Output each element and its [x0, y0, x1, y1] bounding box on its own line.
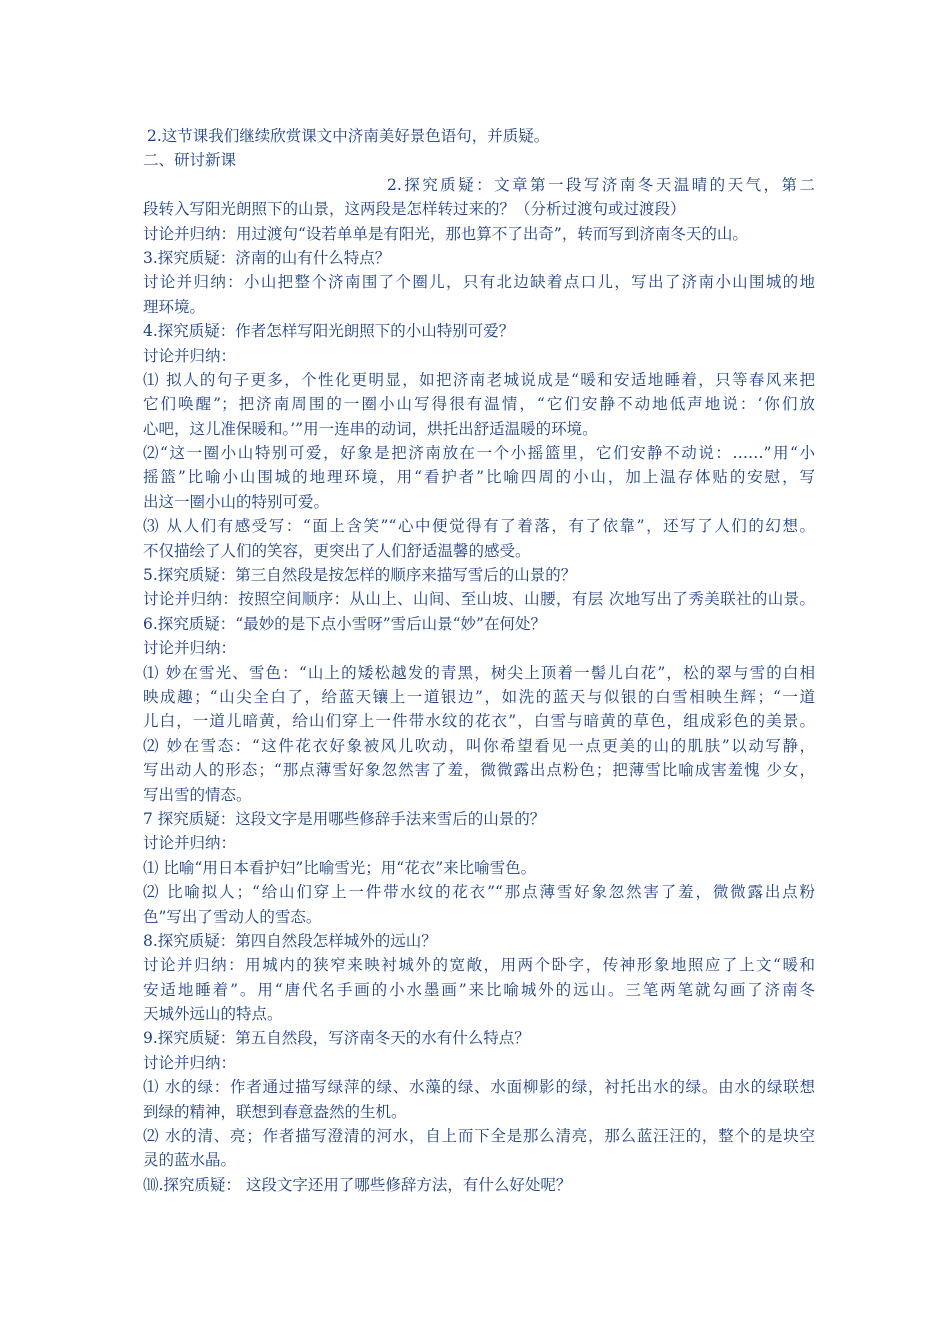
text-line: 讨论并归纳：按照空间顺序：从山上、山间、至山坡、山腰，有层 次地写出了秀美联社的山景。: [143, 590, 815, 609]
text-line: 讨论并归纳：: [143, 639, 237, 658]
text-line: 映成趣；“山尖全白了，给蓝天镶上一道银边”，如洗的蓝天与似银的白雪相映生辉；“一道: [143, 687, 815, 706]
text-line: 讨论并归纳：小山把整个济南围了个圈儿，只有北边缺着点口儿，写出了济南小山围城的地: [143, 273, 815, 292]
text-line: 讨论并归纳：用城内的狭窄来映衬城外的宽敞，用两个卧字，传神形象地照应了上文“暖和: [143, 956, 815, 975]
text-line: 写出动人的形态；“那点薄雪好象忽然害了羞，微微露出点粉色；把薄雪比喻成害羞愧 少女，: [143, 761, 815, 780]
text-line: 理环境。: [143, 297, 206, 316]
text-line: 天城外远山的特点。: [143, 1005, 283, 1024]
document-body: [143, 124, 815, 1197]
text-line: 摇篮”比喻小山围城的地理环境，用“看护者”比喻四周的小山，加上温存体贴的安慰，写: [143, 468, 815, 487]
text-line: 段转入写阳光朗照下的山景，这两段是怎样转过来的？（分析过渡句或过渡段）: [143, 200, 686, 219]
text-line: 写出雪的情态。: [143, 785, 252, 804]
text-line: 8.探究质疑：第四自然段怎样城外的远山？: [143, 931, 437, 950]
text-line: 2.这节课我们继续欣赏课文中济南美好景色语句，并质疑。: [147, 127, 550, 145]
text-line: 7 探究质疑：这段文字是用哪些修辞手法来雪后的山景的？: [143, 809, 546, 828]
text-line: 出这一圈小山的特别可爱。: [143, 492, 330, 511]
text-line: 2.探究质疑：文章第一段写济南冬天温晴的天气，第二: [387, 175, 815, 194]
text-line: ⑴ 拟人的句子更多，个性化更明显，如把济南老城说成是“暖和安适地睡着，只等春风来把: [143, 370, 815, 389]
text-line: 到绿的精神，联想到春意盎然的生机。: [143, 1102, 407, 1121]
text-line: 3.探究质疑：济南的山有什么特点？: [143, 248, 391, 267]
text-line: ⑵“这一圈小山特别可爱，好象是把济南放在一个小摇篮里，它们安静不动说：……”用“小: [143, 444, 815, 463]
text-line: 安适地睡着”。用“唐代名手画的小水墨画”来比喻城外的远山。三笔两笔就勾画了济南冬: [143, 980, 815, 999]
text-line: ⑴ 妙在雪光、雪色：“山上的矮松越发的青黑，树尖上顶着一髻儿白花”，松的翠与雪的白相: [143, 663, 815, 682]
text-line: 灵的蓝水晶。: [143, 1151, 237, 1170]
text-line: 色”写出了雪动人的雪态。: [143, 907, 322, 926]
text-line: 讨论并归纳：用过渡句“设若单单是有阳光，那也算不了出奇”，转而写到济南冬天的山。: [143, 224, 748, 243]
text-line: ⑵ 妙在雪态：“这件花衣好象被风儿吹动，叫你希望看见一点更美的山的肌肤”以动写静，: [143, 736, 815, 755]
text-line: 讨论并归纳：: [143, 1053, 237, 1072]
text-line: 讨论并归纳：: [143, 346, 237, 365]
text-line: 心吧，这儿准保暖和。’”用一连串的动词，烘托出舒适温暖的环境。: [143, 419, 598, 438]
text-line: 9.探究质疑：第五自然段，写济南冬天的水有什么特点？: [143, 1029, 530, 1048]
text-line: ⑵ 比喻拟人；“给山们穿上一件带水纹的花衣”“那点薄雪好象忽然害了羞，微微露出点粉: [143, 883, 815, 902]
text-line: 讨论并归纳：: [143, 834, 237, 853]
section-heading: 二、研讨新课: [143, 151, 237, 170]
text-line: 5.探究质疑：第三自然段是按怎样的顺序来描写雪后的山景的？: [143, 566, 577, 585]
text-line: ⑵ 水的清、亮；作者描写澄清的河水，自上而下全是那么清亮，那么蓝汪汪的，整个的是块空: [143, 1127, 815, 1146]
text-line: 不仅描绘了人们的笑容，更突出了人们舒适温馨的感受。: [143, 541, 531, 560]
text-line: 它们唤醒”；把济南周围的一圈小山写得很有温情，“它们安静不动地低声地说：‘你们放: [143, 395, 815, 414]
text-line: ⑽.探究质疑： 这段文字还用了哪些修辞方法，有什么好处呢？: [143, 1175, 572, 1194]
text-line: 儿白，一道儿暗黄，给山们穿上一件带水纹的花衣”，白雪与暗黄的草色，组成彩色的美景。: [143, 712, 815, 731]
text-line: ⑴ 比喻“用日本看护妇”比喻雪光；用“花衣”来比喻雪色。: [143, 858, 537, 877]
text-line: 4.探究质疑：作者怎样写阳光朗照下的小山特别可爱？: [143, 322, 515, 341]
text-line: ⑴ 水的绿：作者通过描写绿萍的绿、水藻的绿、水面柳影的绿，衬托出水的绿。由水的绿联想: [143, 1078, 815, 1097]
text-line: ⑶ 从人们有感受写：“面上含笑”“心中便觉得有了着落，有了依靠”，还写了人们的幻想。: [143, 517, 815, 536]
text-line: 6.探究质疑：“最妙的是下点小雪呀”雪后山景“妙”在何处？: [143, 614, 546, 633]
